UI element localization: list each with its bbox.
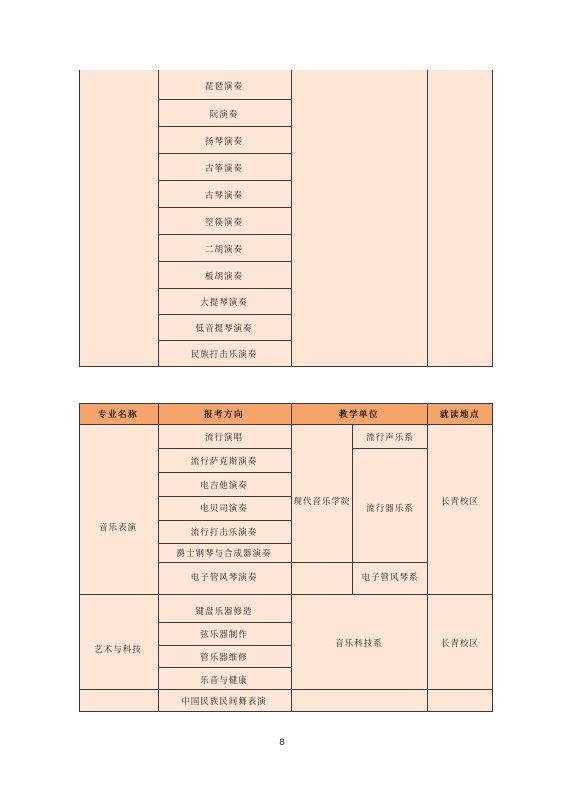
direction-cell: 古筝演奏 bbox=[204, 164, 244, 174]
table-border-line bbox=[158, 645, 291, 646]
table-border-line bbox=[158, 496, 291, 497]
direction-cell: 古琴演奏 bbox=[204, 191, 244, 201]
table-border-line bbox=[158, 622, 291, 623]
header-location: 就读地点 bbox=[439, 410, 481, 420]
table-border-line bbox=[158, 448, 291, 449]
direction-cell: 流行演唱 bbox=[204, 433, 244, 443]
direction-cell: 爵士钢琴与合成器演奏 bbox=[176, 549, 272, 559]
department-cell: 流行器乐系 bbox=[366, 504, 414, 514]
table-border-line bbox=[158, 520, 291, 521]
table-border-line bbox=[158, 234, 291, 235]
table-border-line bbox=[158, 472, 291, 473]
header-direction: 报考方向 bbox=[203, 410, 245, 420]
table1-background bbox=[79, 70, 493, 367]
department-cell: 电子管风琴系 bbox=[361, 573, 419, 583]
table-border-line bbox=[79, 366, 493, 367]
table-border-line bbox=[291, 403, 292, 712]
table-border-line bbox=[158, 288, 291, 289]
table-border-line bbox=[427, 403, 428, 712]
table-header-row bbox=[79, 403, 493, 424]
direction-cell: 电贝司演奏 bbox=[200, 504, 248, 514]
direction-cell: 键盘乐器修造 bbox=[195, 607, 253, 617]
direction-cell: 民族打击乐演奏 bbox=[190, 350, 258, 360]
table-border-line bbox=[427, 70, 428, 367]
table-border-line bbox=[158, 314, 291, 315]
table2-background bbox=[79, 424, 493, 712]
table-border-line bbox=[79, 403, 80, 712]
table-border-line bbox=[492, 403, 493, 712]
location-cell: 长青校区 bbox=[440, 497, 480, 507]
table-border-line bbox=[158, 543, 291, 544]
direction-cell: 乐音与健康 bbox=[200, 676, 248, 686]
table-border-line bbox=[158, 180, 291, 181]
direction-cell: 低音提琴演奏 bbox=[195, 324, 253, 334]
major-cell: 艺术与科技 bbox=[94, 645, 142, 655]
direction-cell: 箜篌演奏 bbox=[204, 218, 244, 228]
direction-cell: 管乐器维修 bbox=[200, 653, 248, 663]
location-cell: 长青校区 bbox=[440, 639, 480, 649]
table-border-line bbox=[79, 594, 493, 595]
direction-cell: 中国民族民间舞表演 bbox=[181, 697, 267, 707]
direction-cell: 弦乐器制作 bbox=[200, 630, 248, 640]
table-border-line bbox=[492, 70, 493, 367]
table-border-line bbox=[79, 70, 80, 367]
table-border-line bbox=[79, 424, 493, 425]
direction-cell: 流行打击乐演奏 bbox=[190, 528, 258, 538]
table-border-line bbox=[158, 99, 291, 100]
table-border-line bbox=[158, 562, 291, 563]
college-cell: 现代音乐学院 bbox=[293, 497, 351, 507]
table-border-line bbox=[79, 711, 493, 712]
table-border-line bbox=[158, 207, 291, 208]
table-border-line bbox=[352, 424, 353, 594]
table-border-line bbox=[158, 340, 291, 341]
direction-cell: 板胡演奏 bbox=[204, 272, 244, 282]
table-border-line bbox=[79, 403, 493, 404]
table-border-line bbox=[291, 70, 292, 367]
direction-cell: 扬琴演奏 bbox=[204, 137, 244, 147]
table-border-line bbox=[158, 70, 159, 367]
table-border-line bbox=[158, 126, 291, 127]
header-major: 专业名称 bbox=[97, 410, 139, 420]
direction-cell: 大提琴演奏 bbox=[200, 298, 248, 308]
table-border-line bbox=[158, 403, 159, 712]
department-cell: 流行声乐系 bbox=[366, 433, 414, 443]
header-unit: 教学单位 bbox=[338, 410, 380, 420]
table-border-line bbox=[158, 667, 291, 668]
direction-cell: 阮演奏 bbox=[209, 110, 239, 120]
direction-cell: 琵琶演奏 bbox=[204, 82, 244, 92]
table-border-line bbox=[79, 689, 493, 690]
direction-cell: 电吉他演奏 bbox=[200, 481, 248, 491]
table-border-line bbox=[158, 153, 291, 154]
table-border-line bbox=[291, 562, 427, 563]
major-cell: 音乐表演 bbox=[98, 523, 138, 533]
table-border-line bbox=[158, 261, 291, 262]
department-cell: 音乐科技系 bbox=[335, 639, 383, 649]
direction-cell: 电子管风琴演奏 bbox=[190, 573, 258, 583]
direction-cell: 二胡演奏 bbox=[204, 245, 244, 255]
page-number: 8 bbox=[279, 738, 285, 748]
table-border-line bbox=[352, 448, 427, 449]
direction-cell: 流行萨克斯演奏 bbox=[190, 457, 258, 467]
